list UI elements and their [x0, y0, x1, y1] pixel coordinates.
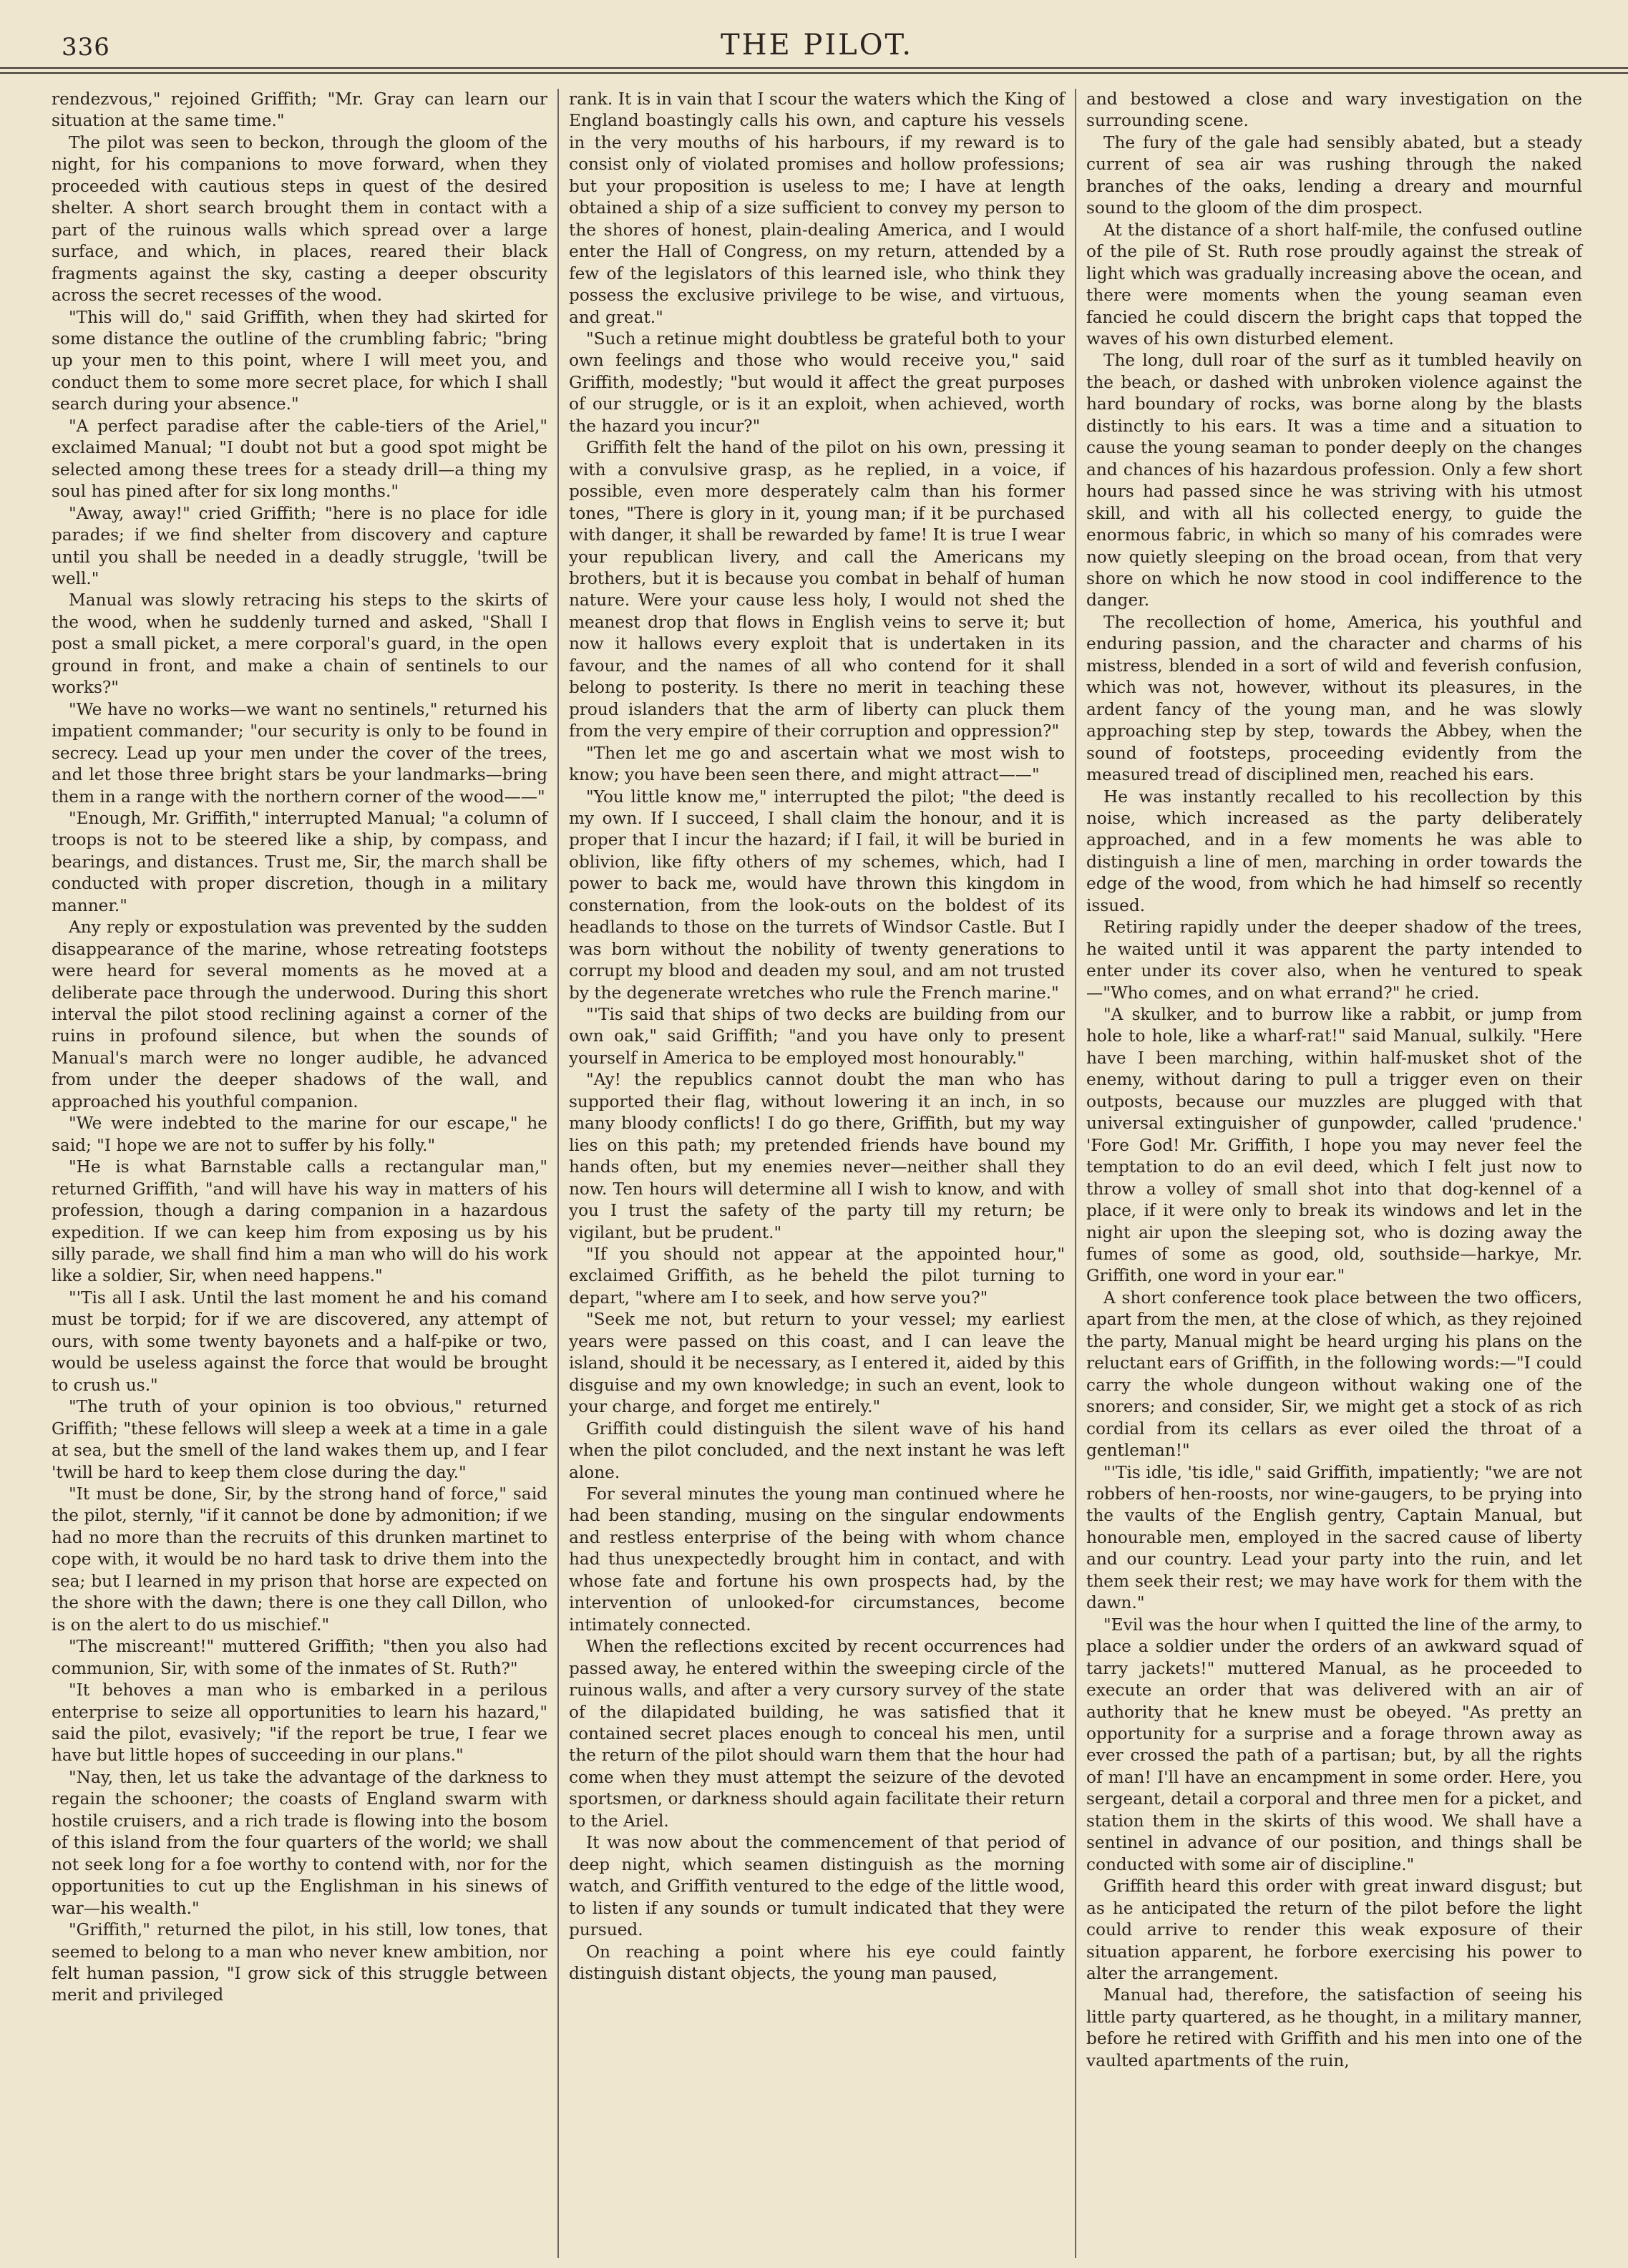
page-number: 336	[62, 33, 110, 62]
paragraph: "Enough, Mr. Griffith," interrupted Manual; "a column of troops is not to be steered like a ship, by compass, and bearings, and distances. Trust me, Sir, the march shall be conducted with proper discretion, though in a military manner."	[52, 808, 547, 915]
paragraph: "It behoves a man who is embarked in a perilous enterprise to seize all opportunities to learn his hazard," said the pilot, evasively; "if the report be true, I fear we have but little hopes of succeeding in our plans."	[52, 1680, 547, 1766]
paragraph: "Then let me go and ascertain what we most wish to know; you have been seen there, and might attract——"	[569, 743, 1065, 785]
paragraph: "This will do," said Griffith, when they had skirted for some distance the outline of the crumbling fabric; "bring up your men to this point, where I will meet you, and conduct them to some more secret place, for which I shall search during your absence."	[52, 307, 547, 414]
paragraph: Griffith could distinguish the silent wave of his hand when the pilot concluded, and the next instant he was left alone.	[569, 1418, 1065, 1482]
paragraph: "We were indebted to the marine for our escape," he said; "I hope we are not to suffer by his folly."	[52, 1114, 547, 1155]
paragraph: "You little know me," interrupted the pilot; "the deed is my own. If I succeed, I shall claim the honour, and it is proper that I incur the hazard; if I fail, it will be buried in oblivion, like fifty others of my schemes, which, had I power to back me, would have thrown this kingdom in consternation, from the look-outs on the boldest of its headlands to those on the turrets of Windsor Castle. But I was born without the nobility of twenty generations to corrupt my blood and deaden my soul, and am not trusted by the degenerate wretches who rule the French marine."	[569, 787, 1065, 1003]
column-3	[1075, 89, 1592, 2258]
paragraph: "Away, away!" cried Griffith; "here is no place for idle parades; if we find shelter from discovery and capture until you shall be needed in a deadly struggle, 'twill be well."	[52, 503, 547, 588]
paragraph: "A skulker, and to burrow like a rabbit, or jump from hole to hole, like a wharf-rat!" said Manual, sulkily. "Here have I been marching, within half-musket shot of the enemy, without daring to pull a trigger even on their outposts, because our muzzles are plugged with that universal extinguisher of gunpowder, called 'prudence.' 'Fore God! Mr. Griffith, I hope you may never feel the temptation to do an evil deed, which I felt just now to throw a volley of small shot into that dog-kennel of a place, if it were only to break its windows and let in the night air upon the sleeping sot, who is dozing away the fumes of some as good, old, southside—harkye, Mr. Griffith, one word in your ear."	[1086, 1005, 1582, 1286]
paragraph: "Seek me not, but return to your vessel; my earliest years were passed on this coast, and I can leave the island, should it be necessary, as I entered it, aided by this disguise and my own knowledge; in such an event, look to your charge, and forget me entirely."	[569, 1310, 1065, 1417]
paragraph: Manual was slowly retracing his steps to the skirts of the wood, when he suddenly turned and asked, "Shall I post a small picket, a mere corporal's guard, in the open ground in front, and make a chain of sentinels to our works?"	[52, 590, 547, 698]
paragraph: When the reflections excited by recent occurrences had passed away, he entered within the sweeping circle of the ruinous walls, and after a very cursory survey of the state of the dilapidated building, he was satisfied that it contained secret places enough to conceal his men, until the return of the pilot should warn them that the hour had come when they must attempt the seizure of the devoted sportsmen, or darkness should again facilitate their return to the Ariel.	[569, 1637, 1065, 1831]
paragraph: Manual had, therefore, the satisfaction of seeing his little party quartered, as he thought, in a military manner, before he retired with Griffith and his men into one of the vaulted apartments of the ruin,	[1086, 1985, 1582, 2070]
paragraph: A short conference took place between the two officers, apart from the men, at the close of which, as they rejoined the party, Manual might be heard urging his plans on the reluctant ears of Griffith, in the following words:—"I could carry the whole dungeon without waking one of the snorers; and consider, Sir, we might get a stock of as rich cordial from its cellars as ever oiled the throat of a gentleman!"	[1086, 1288, 1582, 1461]
paragraph: The recollection of home, America, his youthful and enduring passion, and the character and charms of his mistress, blended in a sort of wild and feverish confusion, which was not, however, without its pleasures, in the ardent fancy of the young man, and he was slowly approaching step by step, towards the Abbey, when the sound of footsteps, proceeding evidently from the measured tread of disciplined men, reached his ears.	[1086, 612, 1582, 785]
paragraph: "'Tis idle, 'tis idle," said Griffith, impatiently; "we are not robbers of hen-roosts, nor wine-gaugers, to be prying into the vaults of the English gentry, Captain Manual, but honourable men, employed in the sacred cause of liberty and our country. Lead your party into the ruin, and let them seek their rest; we may have work for them with the dawn."	[1086, 1462, 1582, 1613]
paragraph: "It must be done, Sir, by the strong hand of force," said the pilot, sternly, "if it cannot be done by admonition; if we had no more than the recruits of this drunken martinet to cope with, it would be no hard task to drive them into the sea; but I learned in my prison that horse are expected on the shore with the dawn; there is one they call Dillon, who is on the alert to do us mischief."	[52, 1484, 547, 1635]
paragraph: It was now about the commencement of that period of deep night, which seamen distinguish as the morning watch, and Griffith ventured to the edge of the little wood, to listen if any sounds or tumult indicated that they were pursued.	[569, 1833, 1065, 1940]
text-columns	[42, 89, 1592, 2258]
paragraph: Griffith heard this order with great inward disgust; but as he anticipated the return of the pilot before the light could arrive to render this weak exposure of their situation apparent, he forbore exercising his power to alter the arrangement.	[1086, 1877, 1582, 1983]
paragraph: Retiring rapidly under the deeper shadow of the trees, he waited until it was apparent the party intended to enter under its cover also, when he ventured to speak—"Who comes, and on what errand?" he cried.	[1086, 918, 1582, 1003]
paragraph: "We have no works—we want no sentinels," returned his impatient commander; "our security is only to be found in secrecy. Lead up your men under the cover of the trees, and let those three bright stars be your landmarks—bring them in a range with the northern corner of the wood——"	[52, 699, 547, 807]
paragraph: The fury of the gale had sensibly abated, but a steady current of sea air was rushing through the naked branches of the oaks, lending a dreary and mournful sound to the gloom of the dim prospect.	[1086, 132, 1582, 218]
paragraph: "The truth of your opinion is too obvious," returned Griffith; "these fellows will sleep a week at a time in a gale at sea, but the smell of the land wakes them up, and I fear 'twill be hard to keep them close during the day."	[52, 1397, 547, 1482]
paragraph: The long, dull roar of the surf as it tumbled heavily on the beach, or dashed with unbroken violence against the hard boundary of rocks, was borne along by the blasts distinctly to his ears. It was a time and a situation to cause the young seaman to ponder deeply on the changes and chances of his hazardous profession. Only a few short hours had passed since he was striving with his utmost skill, and with all his collected energy, to guide the enormous fabric, in which so many of his comrades were now quietly sleeping on the broad ocean, from that very shore on which he now stood in cool indifference to the danger.	[1086, 351, 1582, 610]
paragraph: "Such a retinue might doubtless be grateful both to your own feelings and those who would receive you," said Griffith, modestly; "but would it affect the great purposes of our struggle, or is it an exploit, when achieved, worth the hazard you incur?"	[569, 328, 1065, 436]
column-1	[42, 89, 557, 2258]
paragraph: For several minutes the young man continued where he had been standing, musing on the singular endowments and restless enterprise of the being with whom chance had thus unexpectedly brought him in contact, and with whose fate and fortune his own prospects had, by the intervention of unlooked-for circumstances, become intimately connected.	[569, 1484, 1065, 1635]
paragraph: On reaching a point where his eye could faintly distinguish distant objects, the young man paused,	[569, 1942, 1065, 1983]
paragraph: The pilot was seen to beckon, through the gloom of the night, for his companions to move forward, when they proceeded with cautious steps in quest of the desired shelter. A short search brought them in contact with a part of the ruinous walls which spread over a large surface, and which, in places, reared their black fragments against the sky, casting a deeper obscurity across the secret recesses of the wood.	[52, 132, 547, 306]
paragraph: "'Tis all I ask. Until the last moment he and his comand must be torpid; for if we are discovered, any attempt of ours, with some twenty bayonets and a half-pike or two, would be useless against the force that would be brought to crush us."	[52, 1288, 547, 1395]
paragraph: Griffith felt the hand of the pilot on his own, pressing it with a convulsive grasp, as he replied, in a voice, if possible, even more desperately calm than his former tones, "There is glory in it, young man; if it be purchased with danger, it shall be rewarded by fame! It is true I wear your republican livery, and call the Americans my brothers, but it is because you combat in behalf of human nature. Were your cause less holy, I would not shed the meanest drop that flows in English veins to serve it; but now it hallows every exploit that is undertaken in its favour, and the names of all who contend for it shall belong to posterity. Is there no merit in teaching these proud islanders that the arm of liberty can pluck them from the very empire of their corruption and oppression?"	[569, 438, 1065, 741]
header-rule-double	[0, 72, 1628, 74]
header-rule	[0, 67, 1628, 69]
page-header	[42, 0, 1592, 66]
paragraph: "If you should not appear at the appointed hour," exclaimed Griffith, as he beheld the pilot turning to depart, "where am I to seek, and how serve you?"	[569, 1245, 1065, 1308]
paragraph: "He is what Barnstable calls a rectangular man," returned Griffith, "and will have his way in matters of his profession, though a daring companion in a hazardous expedition. If we can keep him from exposing us by his silly parade, we shall find him a man who will do his work like a soldier, Sir, when need happens."	[52, 1157, 547, 1286]
paragraph: and bestowed a close and wary investigation on the surrounding scene.	[1086, 89, 1582, 131]
column-2	[557, 89, 1075, 2258]
paragraph: "The miscreant!" muttered Griffith; "then you also had communion, Sir, with some of the inmates of St. Ruth?"	[52, 1637, 547, 1678]
paragraph: Any reply or expostulation was prevented by the sudden disappearance of the marine, whose retreating footsteps were heard for several moments as he moved at a deliberate pace through the underwood. During this short interval the pilot stood reclining against a corner of the ruins in profound silence, but when the sounds of Manual's march were no longer audible, he advanced from under the deeper shadows of the wall, and approached his youthful companion.	[52, 918, 547, 1111]
paragraph: "Nay, then, let us take the advantage of the darkness to regain the schooner; the coasts of England swarm with hostile cruisers, and a rich trade is flowing into the bosom of this island from the four quarters of the world; we shall not seek long for a foe worthy to contend with, nor for the opportunities to cut up the Englishman in his sinews of war—his wealth."	[52, 1767, 547, 1918]
paragraph: He was instantly recalled to his recollection by this noise, which increased as the party deliberately approached, and in a few moments he was able to distinguish a line of men, marching in order towards the edge of the wood, from which he had himself so recently issued.	[1086, 787, 1582, 915]
paragraph: "Ay! the republics cannot doubt the man who has supported their flag, without lowering it an inch, in so many bloody conflicts! I do go there, Griffith, but my way lies on this path; my pretended friends have bound my hands often, but my enemies never—neither shall they now. Ten hours will determine all I wish to know, and with you I trust the safety of the party till my return; be vigilant, but be prudent."	[569, 1070, 1065, 1242]
paragraph: "Griffith," returned the pilot, in his still, low tones, that seemed to belong to a man who never knew ambition, nor felt human passion, "I grow sick of this struggle between merit and privileged	[52, 1920, 547, 2005]
paragraph: rank. It is in vain that I scour the waters which the King of England boastingly calls his own, and capture his vessels in the very mouths of his harbours, if my reward is to consist only of violated promises and hollow professions; but your proposition is useless to me; I have at length obtained a ship of a size sufficient to convey my person to the shores of honest, plain-dealing America, and I would enter the Hall of Congress, on my return, attended by a few of the legislators of this learned isle, who think they possess the exclusive privilege to be wise, and virtuous, and great."	[569, 89, 1065, 327]
paragraph: "'Tis said that ships of two decks are building from our own oak," said Griffith; "and you have only to present yourself in America to be employed most honourably."	[569, 1005, 1065, 1068]
paragraph: "A perfect paradise after the cable-tiers of the Ariel," exclaimed Manual; "I doubt not but a good spot might be selected among these trees for a steady drill—a thing my soul has pined after for six long months."	[52, 416, 547, 502]
paragraph: "Evil was the hour when I quitted the line of the army, to place a soldier under the orders of an awkward squad of tarry jackets!" muttered Manual, as he proceeded to execute an order that was delivered with an air of authority that he knew must be obeyed. "As pretty an opportunity for a surprise and a forage thrown away as ever crossed the path of a partisan; but, by all the rights of man! I'll have an encampment in some order. Here, you sergeant, detail a corporal and three men for a picket, and station them in the skirts of this wood. We shall have a sentinel in advance of our position, and things shall be conducted with some air of discipline."	[1086, 1615, 1582, 1874]
paragraph: rendezvous," rejoined Griffith; "Mr. Gray can learn our situation at the same time."	[52, 89, 547, 131]
running-title: THE PILOT.	[720, 29, 914, 62]
paragraph: At the distance of a short half-mile, the confused outline of the pile of St. Ruth rose proudly against the streak of light which was gradually increasing above the ocean, and there were moments when the young seaman even fancied he could discern the bright caps that topped the waves of his own disturbed element.	[1086, 220, 1582, 349]
